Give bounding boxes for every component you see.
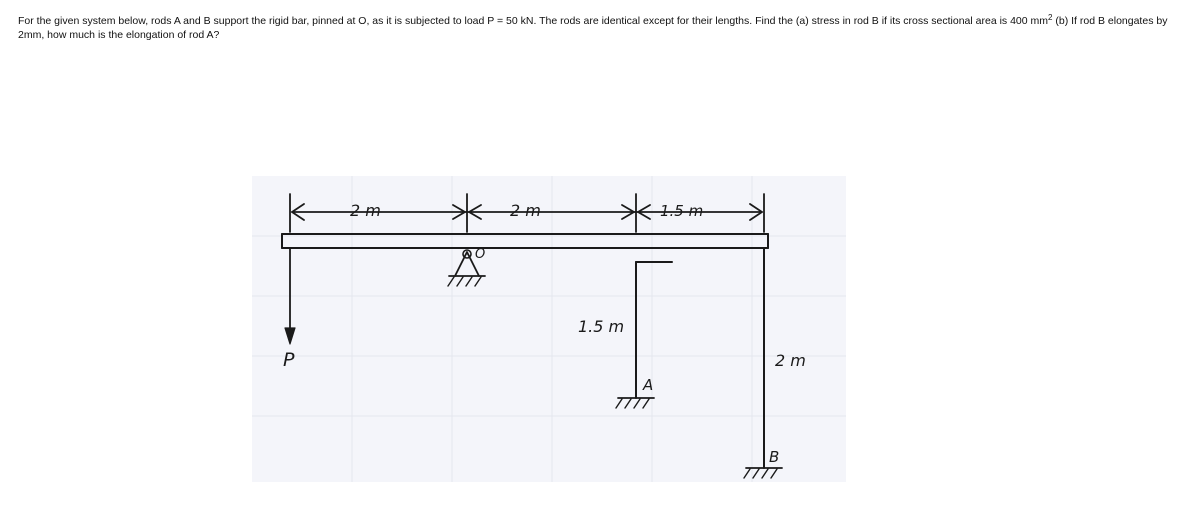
system-diagram [252, 176, 846, 482]
problem-text-rest: (b) If rod B elongates by 2mm, how much is the elongation of rod A? [18, 15, 1168, 41]
diagram-svg [252, 176, 846, 482]
rod-a-ground-hatch [616, 399, 649, 408]
background-texture [252, 176, 846, 482]
rod-b-length-label: 2 m [775, 351, 806, 370]
load-p-arrowhead [285, 328, 295, 344]
rod-a-length-label: 1.5 m [578, 317, 625, 336]
load-p-label: P [283, 349, 295, 371]
rod-a-label: A [643, 376, 654, 394]
area-unit-exponent: 2 [1048, 13, 1053, 22]
rod-b-label: B [769, 448, 780, 466]
dim-right-label: 1.5 m [660, 202, 704, 220]
dim-middle-label: 2 m [510, 201, 541, 220]
rod-b-ground-hatch [744, 469, 777, 478]
problem-text-main: For the given system below, rods A and B support the rigid bar, pinned at O, as it is subjected to load P = 50 kN. The rods are identical except for their lengths. Find the (a) stress in rod B if its cross sectional area is 400 mm [18, 15, 1049, 27]
pin-support-hatch [448, 277, 481, 286]
dim-left-label: 2 m [350, 201, 381, 220]
problem-statement [18, 14, 1178, 42]
pin-o-label: O [475, 247, 486, 262]
